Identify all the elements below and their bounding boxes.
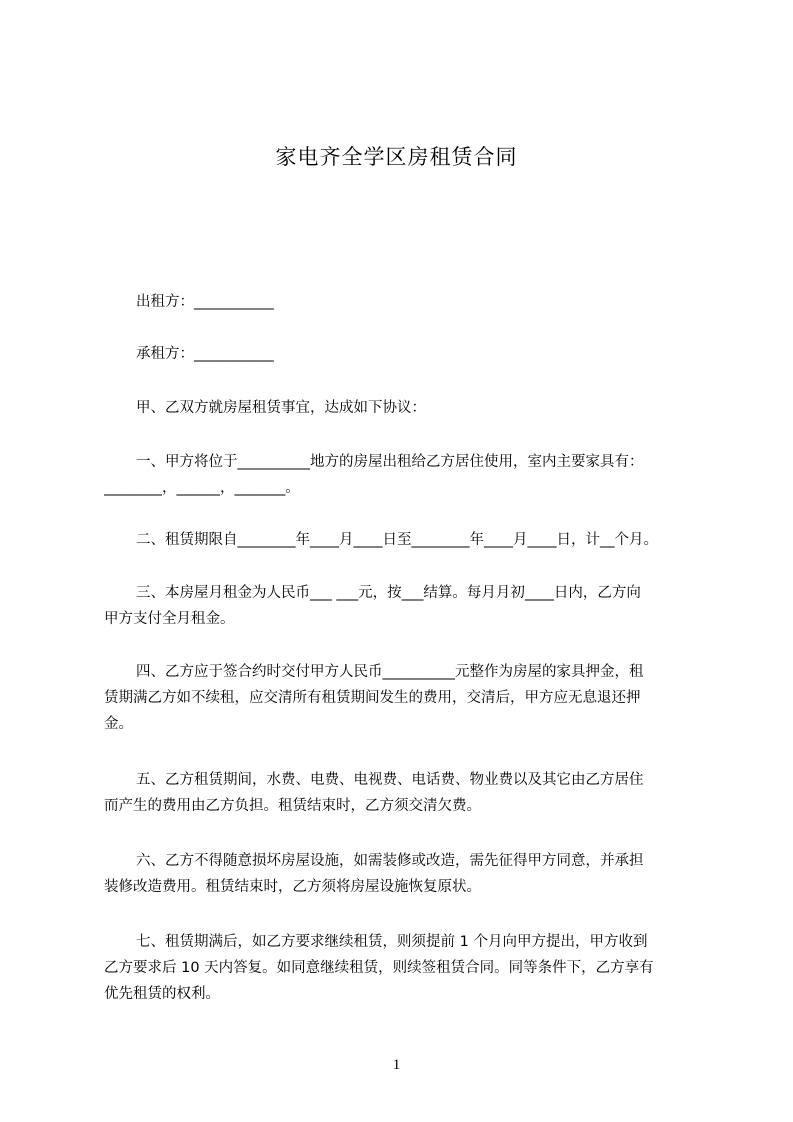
clause-2 bbox=[104, 527, 702, 553]
clause-4-line-2: 赁期满乙方如不续租，应交清所有租赁期间发生的费用，交清后，甲方应无息退还押 bbox=[104, 690, 641, 706]
clause-3-line-2: 甲方支付全月租金。 bbox=[104, 611, 235, 627]
lessor-text: 出租方：___________ bbox=[136, 294, 274, 310]
intro-text: 甲、乙双方就房屋租赁事宜，达成如下协议： bbox=[136, 400, 426, 416]
clause-7 bbox=[104, 929, 702, 1007]
clause-7-line-1: 七、租赁期满后，如乙方要求继续租赁，则须提前 1 个月向甲方提出，甲方收到 bbox=[136, 934, 648, 950]
lessor-line bbox=[104, 289, 702, 315]
clause-1-line-1: 一、甲方将位于__________地方的房屋出租给乙方居住使用，室内主要家具有： bbox=[136, 454, 644, 470]
clause-3-line-1: 三、本房屋月租金为人民币___ ___元，按___结算。每月月初____日内，乙方向 bbox=[136, 585, 641, 601]
clause-5-line-1: 五、乙方租赁期间，水费、电费、电视费、电话费、物业费以及其它由乙方居住 bbox=[136, 772, 644, 788]
clause-7-line-2: 乙方要求后 10 天内答复。如同意继续租赁，则续签租赁合同。同等条件下，乙方享有 bbox=[104, 960, 654, 976]
clause-6 bbox=[104, 848, 702, 900]
clause-4 bbox=[104, 659, 702, 737]
clause-5-line-2: 而产生的费用由乙方负担。租赁结束时，乙方须交清欠费。 bbox=[104, 798, 481, 814]
clause-3 bbox=[104, 580, 702, 632]
clause-5 bbox=[104, 767, 702, 819]
clause-6-line-1: 六、乙方不得随意损坏房屋设施，如需装修或改造，需先征得甲方同意，并承担 bbox=[136, 853, 644, 869]
clause-1-line-2: ________，______，_______。 bbox=[104, 480, 300, 496]
clause-7-line-3: 优先租赁的权利。 bbox=[104, 986, 220, 1002]
clause-2-line-1: 二、租赁期限自________年____月____日至________年____月____日，计__个月。 bbox=[136, 532, 658, 548]
clause-4-line-1: 四、乙方应于签合约时交付甲方人民币__________元整作为房屋的家具押金，租 bbox=[136, 664, 644, 680]
clause-6-line-2: 装修改造费用。租赁结束时，乙方须将房屋设施恢复原状。 bbox=[104, 879, 481, 895]
clause-1 bbox=[104, 449, 702, 501]
document-title: 家电齐全学区房租赁合同 bbox=[275, 145, 518, 169]
lessee-line bbox=[104, 341, 702, 367]
lessee-text: 承租方：___________ bbox=[136, 346, 274, 362]
page-number: 1 bbox=[392, 1057, 401, 1073]
intro-paragraph bbox=[104, 395, 702, 421]
clause-4-line-3: 金。 bbox=[104, 716, 133, 732]
